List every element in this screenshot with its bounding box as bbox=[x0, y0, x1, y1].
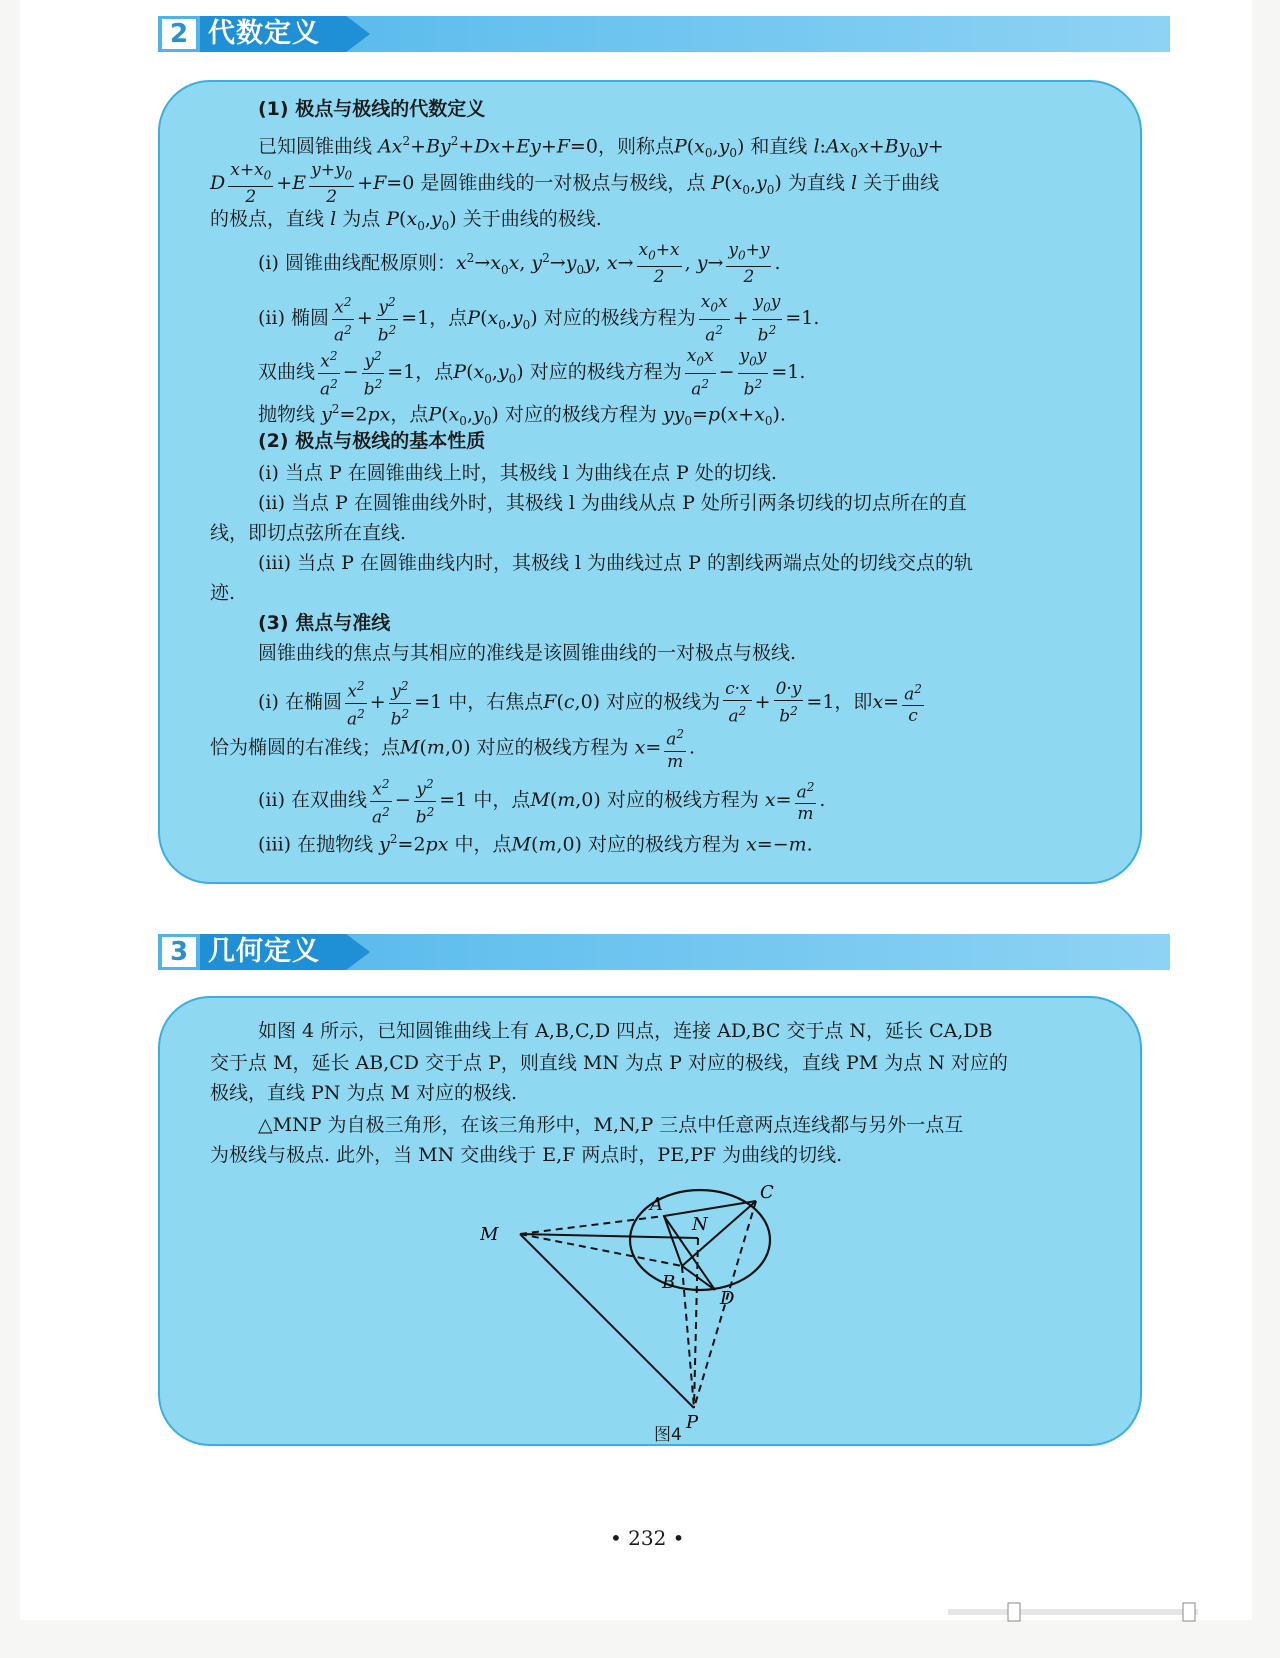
paragraph-line: (ii) 在双曲线 $\frac{x^2}{a^2}$ − $\frac{y^2}{b^2}$ =1 中，点M(m,0) 对应的极线方程为 x= $\frac{a^2}{m}$ . bbox=[258, 774, 825, 828]
paragraph-line: (iii) 在抛物线 $y^2=2px$ 中，点M(m,0) 对应的极线方程为 x=−m. bbox=[258, 832, 813, 856]
paragraph-line: (i) 当点 P 在圆锥曲线上时，其极线 l 为曲线在点 P 处的切线. bbox=[258, 462, 777, 484]
heading-1: (1) 极点与极线的代数定义 bbox=[258, 98, 486, 120]
paragraph-line: △MNP 为自极三角形，在该三角形中，M,N,P 三点中任意两点连线都与另外一点互 bbox=[258, 1114, 964, 1136]
section-2-header bbox=[158, 16, 1170, 52]
paragraph-line: D $\frac{x+x_0}{2}$ +E $\frac{y+y_0}{2}$ +F=0 是圆锥曲线的一对极点与极线，点 $P(x_0,y_0)$ 为直线 l 关于曲线 bbox=[210, 160, 940, 208]
label-P: P bbox=[686, 1412, 699, 1430]
figure-caption: 图4 bbox=[654, 1425, 682, 1445]
line-MA bbox=[520, 1216, 664, 1234]
paragraph-line: 双曲线 $\frac{x^2}{a^2}$ − $\frac{y^2}{b^2}$ =1，点$P(x_0,y_0)$ 对应的极线方程为 $\frac{x_0x}{a^2}$ − $\frac{y_0y}{b^2}$ =1. bbox=[258, 346, 806, 400]
line-MB bbox=[520, 1234, 682, 1266]
line-BD bbox=[682, 1266, 715, 1290]
heading-2: (2) 极点与极线的基本性质 bbox=[258, 430, 486, 452]
label-M: M bbox=[480, 1224, 499, 1245]
paragraph-line: (ii) 椭圆 $\frac{x^2}{a^2}$ + $\frac{y^2}{b^2}$ =1，点$P(x_0,y_0)$ 对应的极线方程为 $\frac{x_0x}{a^2}$ + $\frac{y_0y}{b^2}$ =1. bbox=[258, 292, 820, 346]
label-A: A bbox=[650, 1194, 663, 1215]
paragraph-line: 极线，直线 PN 为点 M 对应的极线. bbox=[210, 1082, 518, 1104]
paragraph-line: 为极线与极点. 此外，当 MN 交曲线于 E,F 两点时，PE,PF 为曲线的切线. bbox=[210, 1144, 843, 1166]
paragraph-line: (ii) 当点 P 在圆锥曲线外时，其极线 l 为曲线从点 P 处所引两条切线的切点所在的直 bbox=[258, 492, 967, 514]
line-AB bbox=[664, 1216, 682, 1266]
section-number: 3 bbox=[162, 937, 196, 967]
scroll-indicator bbox=[948, 1601, 1208, 1623]
line-BP bbox=[682, 1266, 694, 1408]
paragraph-line: 迹. bbox=[210, 582, 236, 604]
line-MP bbox=[520, 1234, 694, 1408]
paragraph-line: 的极点，直线 l 为点 $P(x_0,y_0)$ 关于曲线的极线. bbox=[210, 208, 602, 233]
section-title: 几何定义 bbox=[208, 936, 320, 967]
paragraph-line: (i) 在椭圆 $\frac{x^2}{a^2}$ + $\frac{y^2}{b^2}$ =1 中，右焦点F(c,0) 对应的极线为 $\frac{c\cdot x}{a^2}$ + $\frac{0\cdot y}{b^2}$ =1，即x= $\frac{a^2}{c}$ bbox=[258, 676, 927, 730]
label-C: C bbox=[760, 1182, 774, 1203]
paragraph-line: 已知圆锥曲线 $Ax^2+By^2+Dx+Ey+F=0$，则称点$P(x_0,y_0)$ 和直线 $l:Ax_0x+By_0y+$ bbox=[258, 134, 944, 161]
label-D: D bbox=[720, 1288, 735, 1309]
label-N: N bbox=[692, 1214, 708, 1235]
section-title: 代数定义 bbox=[208, 18, 320, 49]
paragraph-line: 恰为椭圆的右准线；点M(m,0) 对应的极线方程为 x= $\frac{a^2}{m}$ . bbox=[210, 724, 695, 773]
heading-3: (3) 焦点与准线 bbox=[258, 612, 391, 634]
paragraph-line: 交于点 M，延长 AB,CD 交于点 P，则直线 MN 为点 P 对应的极线，直线 PM 为点 N 对应的 bbox=[210, 1052, 1008, 1074]
section-3-header bbox=[158, 934, 1170, 970]
figure-4 bbox=[480, 1180, 840, 1430]
page-number: • 232 • bbox=[610, 1526, 685, 1550]
paragraph-line: 线，即切点弦所在直线. bbox=[210, 522, 407, 544]
label-B: B bbox=[662, 1272, 676, 1293]
section-number: 2 bbox=[162, 19, 196, 49]
paragraph-line: 如图 4 所示，已知圆锥曲线上有 A,B,C,D 四点，连接 AD,BC 交于点 N，延长 CA,DB bbox=[258, 1020, 993, 1042]
paragraph-line: (iii) 当点 P 在圆锥曲线内时，其极线 l 为曲线过点 P 的割线两端点处的切线交点的轨 bbox=[258, 552, 973, 574]
paragraph-line: 圆锥曲线的焦点与其相应的准线是该圆锥曲线的一对极点与极线. bbox=[258, 642, 797, 664]
paragraph-line: (i) 圆锥曲线配极原则：$x^2\to x_0x$, $y^2\to y_0y$, x→ $\frac{x_0+x}{2}$ , y→ $\frac{y_0+y}{2}$ . bbox=[258, 240, 781, 288]
paragraph-line: 抛物线 $y^2=2px$，点$P(x_0,y_0)$ 对应的极线方程为 $yy_0=p(x+x_0)$. bbox=[258, 402, 786, 429]
